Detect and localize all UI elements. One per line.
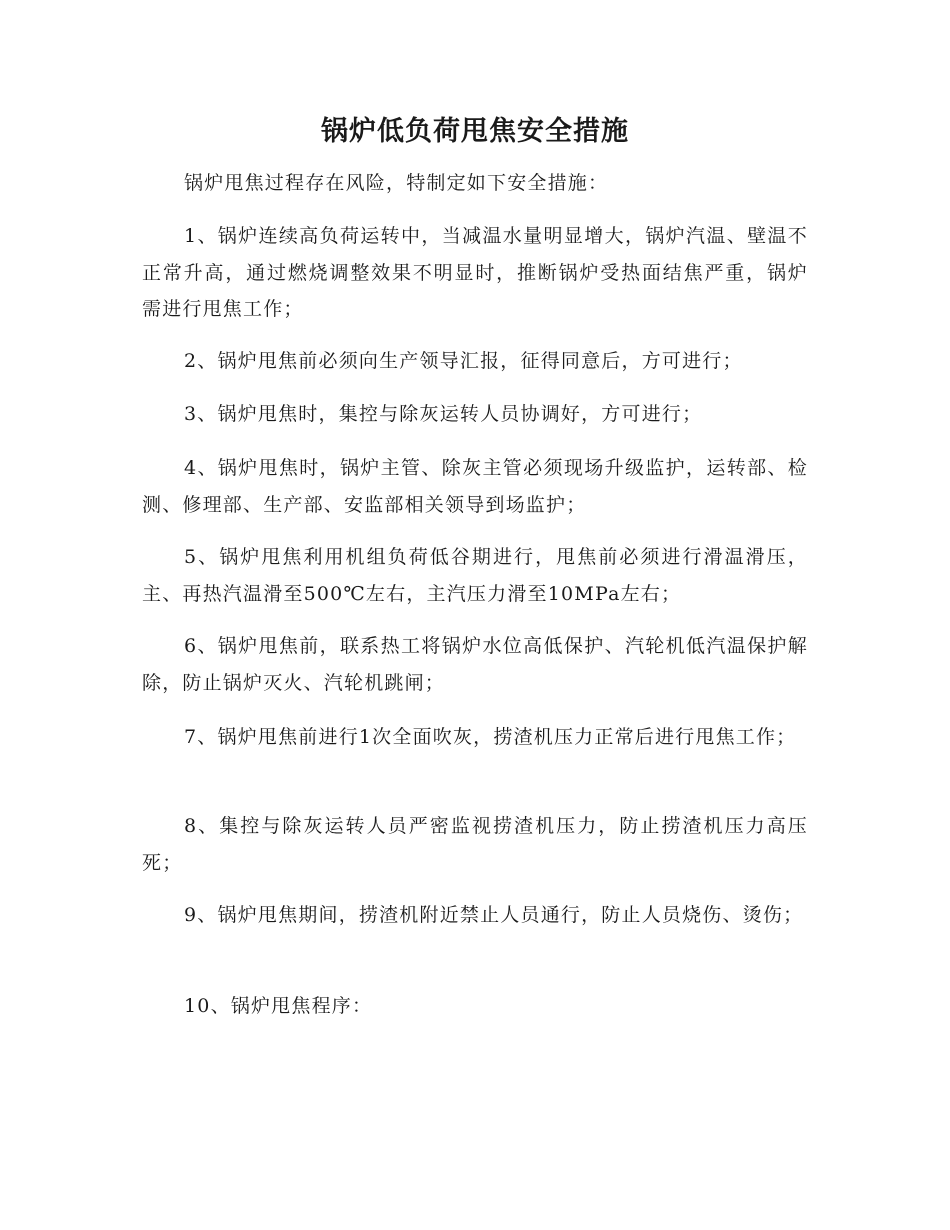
measure-item-6: 6、锅炉甩焦前，联系热工将锅炉水位高低保护、汽轮机低汽温保护解除，防止锅炉灭火、汽轮机跳闸； — [142, 635, 808, 694]
intro-paragraph: 锅炉甩焦过程存在风险，特制定如下安全措施： — [184, 172, 609, 194]
measure-item-10: 10、锅炉甩焦程序： — [184, 995, 373, 1017]
measure-item-8: 8、集控与除灰运转人员严密监视捞渣机压力，防止捞渣机压力高压死； — [142, 815, 808, 874]
measure-item-4: 4、锅炉甩焦时，锅炉主管、除灰主管必须现场升级监护，运转部、检测、修理部、生产部、安监部相关领导到场监护； — [142, 457, 808, 516]
measure-item-1: 1、锅炉连续高负荷运转中，当减温水量明显增大，锅炉汽温、壁温不正常升高，通过燃烧调整效果不明显时，推断锅炉受热面结焦严重，锅炉需进行甩焦工作； — [142, 225, 808, 320]
measure-item-7: 7、锅炉甩焦前进行1次全面吹灰，捞渣机压力正常后进行甩焦工作； — [184, 726, 797, 748]
measure-item-9: 9、锅炉甩焦期间，捞渣机附近禁止人员通行，防止人员烧伤、烫伤； — [184, 904, 804, 926]
measure-item-5: 5、锅炉甩焦利用机组负荷低谷期进行，甩焦前必须进行滑温滑压，主、再热汽温滑至500℃左右，主汽压力滑至10MPa左右； — [142, 546, 808, 605]
document-title: 锅炉低负荷甩焦安全措施 — [321, 116, 629, 147]
measure-item-2: 2、锅炉甩焦前必须向生产领导汇报，征得同意后，方可进行； — [184, 350, 743, 372]
measure-item-3: 3、锅炉甩焦时，集控与除灰运转人员协调好，方可进行； — [184, 403, 703, 425]
